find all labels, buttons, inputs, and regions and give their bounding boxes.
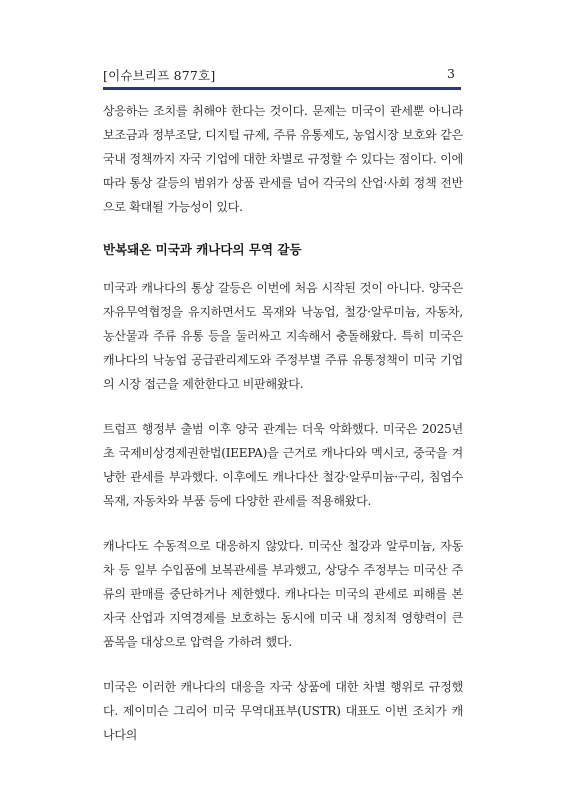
body-paragraph: 트럼프 행정부 출범 이후 양국 관계는 더욱 악화했다. 미국은 2025년 초 국제비상경제권한법(IEEPA)을 근거로 캐나다와 멕시코, 중국을 겨냥한 관세를 부과했다. 이후에도 캐나다산 철강·알루미늄·구리, 침엽수 목재, 자동차와 부품 등에 다양한 관세를 적용해왔다. [103, 422, 463, 508]
page-header [103, 66, 461, 86]
page-number: 3 [447, 66, 455, 81]
header-rule [103, 87, 461, 90]
body-content [103, 99, 463, 768]
body-paragraph: 미국은 이러한 캐나다의 대응을 자국 상품에 대한 차별 행위로 규정했다. 제이미슨 그리어 미국 무역대표부(USTR) 대표도 이번 조치가 캐나다의 [103, 680, 463, 742]
body-paragraph: 캐나다도 수동적으로 대응하지 않았다. 미국산 철강과 알루미늄, 자동차 등 일부 수입품에 보복관세를 부과했고, 상당수 주정부는 미국산 주류의 판매를 중단하거나 제한했다. 캐나다는 미국의 관세로 피해를 본 자국 산업과 지역경제를 보호하는 동시에 미국 내 정치적 영향력이 큰 품목을 대상으로 압력을 가하려 했다. [103, 539, 463, 649]
section-heading: 반복돼온 미국과 캐나다의 무역 갈등 [103, 242, 302, 257]
header-title: [이슈브리프 877호] [103, 68, 216, 83]
body-paragraph: 미국과 캐나다의 통상 갈등은 이번에 처음 시작된 것이 아니다. 양국은 자유무역협정을 유지하면서도 목재와 낙농업, 철강·알루미늄, 자동차, 농산물과 주류 유통 등을 둘러싸고 지속해서 충돌해왔다. 특히 미국은 캐나다의 낙농업 공급관리제도와 주정부별 주류 유통정책이 미국 기업의 시장 접근을 제한한다고 비판해왔다. [103, 281, 463, 391]
body-paragraph: 상응하는 조치를 취해야 한다는 것이다. 문제는 미국이 관세뿐 아니라 보조금과 정부조달, 디지털 규제, 주류 유통제도, 농업시장 보호와 같은 국내 정책까지 자국 기업에 대한 차별로 규정할 수 있다는 점이다. 이에 따라 통상 갈등의 범위가 상품 관세를 넘어 각국의 산업·사회 정책 전반으로 확대될 가능성이 있다. [103, 104, 463, 214]
